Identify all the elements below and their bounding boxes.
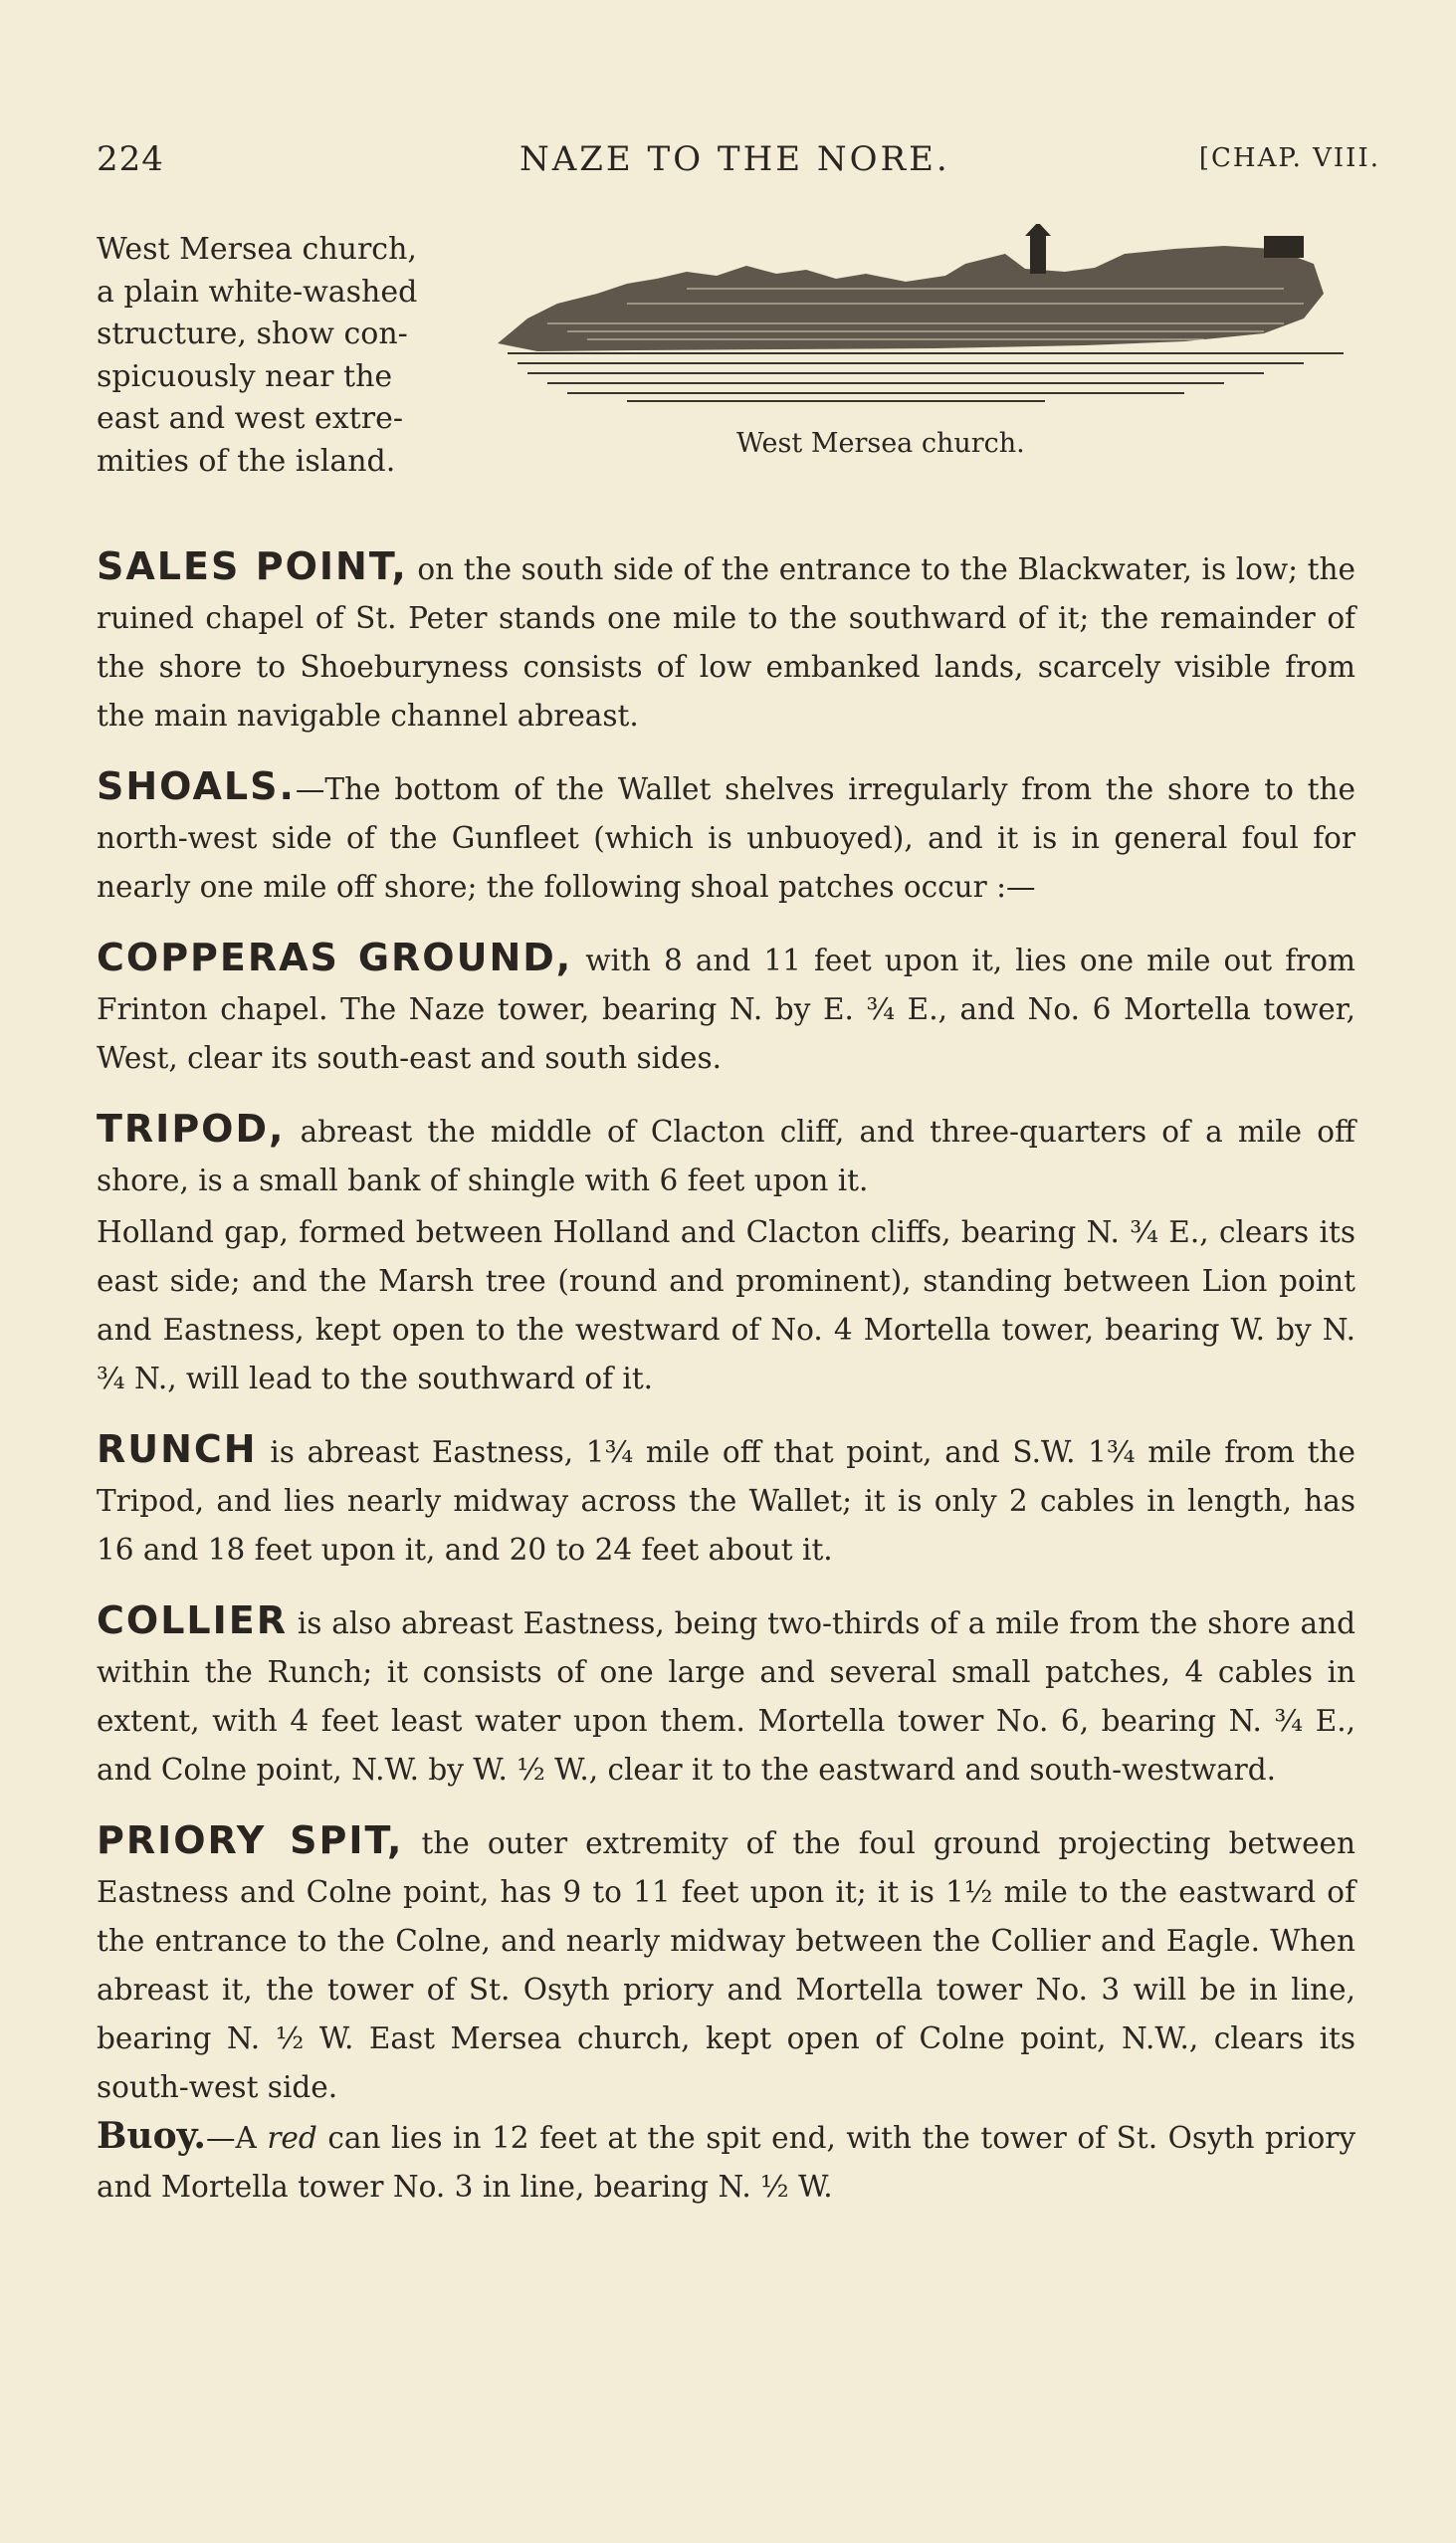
running-title: NAZE TO THE NORE. <box>520 139 950 179</box>
buoy-text: can lies in 12 feet at the spit end, with the tower of St. Osyth priory and Mortella tower No. 3 in line, bearing N. ½ W. <box>97 2121 1355 2204</box>
church-tower <box>1030 234 1046 274</box>
intro-line: spicuously near the <box>97 358 393 394</box>
buoy-dash: —A <box>205 2121 268 2155</box>
section-text: abreast the middle of Clacton cliff, and three-quarters of a mile off shore, is a small bank of shingle with 6 feet upon it. <box>97 1115 1355 1197</box>
section-heading: COPPERAS GROUND, <box>97 936 573 979</box>
section-holland-gap <box>97 1205 1355 1403</box>
section-copperas-ground <box>97 934 1355 1083</box>
section-heading: SALES POINT, <box>97 544 408 588</box>
island-landmass <box>498 246 1324 351</box>
section-text: on the south side of the entrance to the Blackwater, is low; the ruined chapel of St. Peter stands one mile to the southward of it; the remainder of the shore to Shoeburyness consists of low embanked lands, scarcely visible from the main navigable channel abreast. <box>97 552 1355 733</box>
section-buoy <box>97 2112 1355 2212</box>
intro-text <box>97 229 475 483</box>
church-roof <box>1264 236 1304 258</box>
intro-line: a plain white-washed <box>97 274 418 310</box>
section-heading: PRIORY SPIT, <box>97 1818 404 1862</box>
section-text: the outer extremity of the foul ground projecting between Eastness and Colne point, has 9 to 11 feet upon it; it is 1½ mile to the eastward of the entrance to the Colne, and nearly midway between the Collier and Eagle. When abreast it, the tower of St. Osyth priory and Mortella tower No. 3 will be in line, bearing N. ½ W. East Mersea church, kept open of Colne point, N.W., clears its south-west side. <box>97 1826 1356 2104</box>
buoy-emphasis: red <box>267 2121 317 2155</box>
section-heading: TRIPOD, <box>97 1107 286 1151</box>
body-text <box>97 542 1355 2212</box>
section-sales-point <box>97 542 1355 741</box>
section-heading: RUNCH <box>97 1427 258 1471</box>
buoy-heading: Buoy. <box>97 2115 206 2157</box>
intro-line: mities of the island. <box>97 443 396 479</box>
section-priory-spit <box>97 1816 1355 2112</box>
chapter-label: [CHAP. VIII. <box>1198 143 1380 173</box>
section-collier <box>97 1596 1355 1795</box>
section-heading: COLLIER <box>97 1598 288 1642</box>
page-number: 224 <box>97 139 164 179</box>
intro-line: structure, show con- <box>97 317 408 351</box>
intro-line: east and west extre- <box>97 401 403 436</box>
section-runch <box>97 1425 1355 1575</box>
section-text: Holland gap, formed between Holland and Clacton cliffs, bearing N. ¾ E., clears its east side; and the Marsh tree (round and prominent), standing between Lion point and Eastness, kept open to the westward of No. 4 Mortella tower, bearing W. by N. ¾ N., will lead to the southward of it. <box>97 1215 1355 1395</box>
section-heading: SHOALS. <box>97 764 296 808</box>
figure-caption: West Mersea church. <box>736 428 1025 459</box>
church-engraving-svg <box>488 224 1363 423</box>
section-text: —The bottom of the Wallet shelves irregularly from the shore to the north-west side of the Gunfleet (which is unbuoyed), and it is in general foul for nearly one mile off shore; the following shoal patches occur :— <box>97 772 1355 904</box>
section-shoals <box>97 762 1355 912</box>
section-tripod <box>97 1105 1355 1205</box>
section-text: is also abreast Eastness, being two-thirds of a mile from the shore and within the Runch; it consists of one large and several small patches, 4 cables in extent, with 4 feet least water upon them. Mortella tower No. 6, bearing N. ¾ E., and Colne point, N.W. by W. ½ W., clear it to the eastward and south-westward. <box>97 1606 1355 1787</box>
section-text: with 8 and 11 feet upon it, lies one mile out from Frinton chapel. The Naze tower, bearing N. by E. ¾ E., and No. 6 Mortella tower, West, clear its south-east and south sides. <box>97 944 1355 1075</box>
section-text: is abreast Eastness, 1¾ mile off that point, and S.W. 1¾ mile from the Tripod, and lies nearly midway across the Wallet; it is only 2 cables in length, has 16 and 18 feet upon it, and 20 to 24 feet about it. <box>97 1435 1355 1567</box>
intro-line: West Mersea church, <box>97 232 417 267</box>
running-head <box>97 139 1380 189</box>
